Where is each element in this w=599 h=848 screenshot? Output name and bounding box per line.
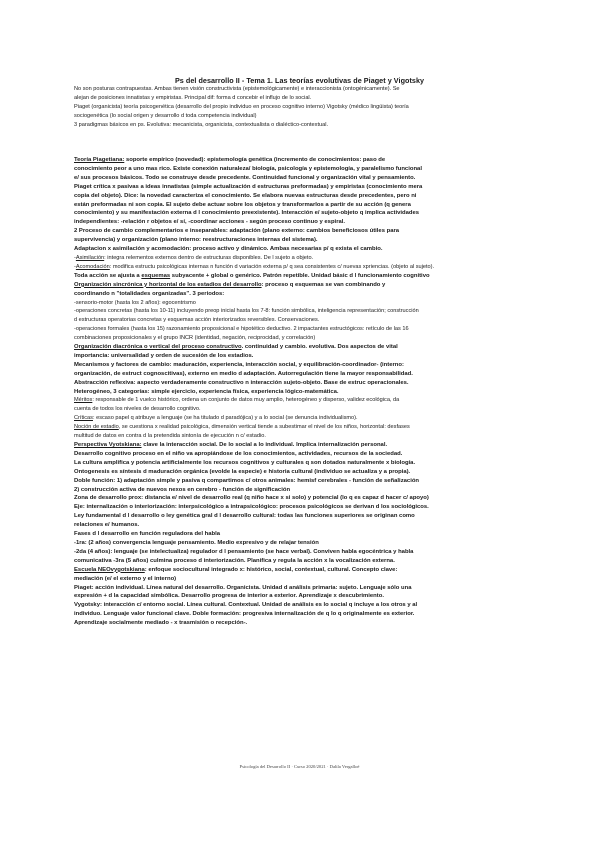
intro-line: 3 paradigmas básicos en ps. Evolutiva: mecanicista, organicista, contextualista o dialéctico-contextual. [74,121,329,128]
body-line [74,548,526,557]
page-footer: Psicología del Desarrollo II · Curso 2020/2021 · Dalila Vergalloé [239,764,360,769]
body-line [74,343,526,352]
body-line [74,566,526,575]
line-text: conocimiento) y su manifestación externa d l conocimiento preexistente). Interacción e/ sujeto-objeto q implica actividades [74,210,420,217]
body-line [74,405,526,414]
line-text: Mecanismos y factores de cambio: maduración, experiencia, interacción social, y equilibración-coordinador- (interno: [74,361,404,368]
line-text: -sensorio-motor (hasta los 2 años): egocentrismo [74,299,196,306]
underlined-term: Asimilación [75,254,105,261]
underlined-term: Méritos [74,397,93,404]
body-line [74,183,526,192]
body-line [74,201,526,210]
line-text: Piaget: acción individual. Línea natural del desarrollo. Organicista. Unidad d análisis primaria: sujeto. Lenguaje sólo una [74,584,412,591]
underlined-term: Organización diacrónica o vertical del proceso constructivo [74,344,242,351]
underlined-term: esquemas [141,272,171,279]
underlined-term: Críticas [74,415,93,422]
line-text: e/ sus procesos básicos. Todo se construye desde precedente. Continuidad funcional y organización vital y pensamiento. [74,174,416,181]
body-section [74,156,526,628]
line-text: , se cuestiona x realidad psicológica, dimensión vertical tiende a subestimar el nivel de los niños, horizontal: desfases [118,424,410,431]
underlined-term: Teoría Piagetiana: [74,157,125,163]
document-title: Ps del desarrollo II - Tema 1. Las teorías evolutivas de Piaget y Vigotsky [174,76,425,85]
body-line [74,575,526,584]
line-text: clave la interacción social. De lo social a lo individual. Implica internalización personal. [141,442,388,448]
body-line [74,396,526,405]
body-line [74,610,526,619]
line-text: comunicativa -3ra (5 años) culmina proceso d interiorización. Planifica y regula la acción x la vocalización externa. [74,557,395,564]
line-text: multitud de datos en contra d la pretendida sintonía de ejecución n c/ estadio. [74,433,266,440]
line-text: Zona de desarrollo prox: distancia e/ nivel de desarrollo real (q niño hace x si solo) y potencial (lo q es capaz d hacer c/ apoyo) [74,495,429,502]
underlined-term: Noción de estadio [74,424,119,431]
body-line [74,209,526,218]
body-line [74,334,526,343]
body-line [74,245,526,254]
body-line [74,156,526,165]
body-line [74,503,526,512]
line-text: subyacente + global o genérico. Patrón repetible. Unidad básic d l funcionamiento cognitivo [170,272,430,279]
body-line [74,307,526,316]
body-line [74,557,526,566]
line-text: importancia: universalidad y orden de sucesión de los estadios. [74,352,254,359]
body-line [74,263,526,272]
line-text: : enfoque sociocultural integrado x: histórico, social, contextual, cultural. Concepto clave: [144,566,398,573]
line-text: 2) construcción activa de nuevos nexos en cerebro - función de significación [74,486,291,493]
body-line [74,584,526,593]
body-line [74,601,526,610]
line-text: 2 Proceso de cambio complementarios e inseparables: adaptación (plano externo: cambios beneficiosos útiles para [74,228,400,235]
line-text: d estructuras operatorias concretas y esquemas acción interiorizados reversibles. Conservaciones. [74,317,320,324]
body-line [74,592,526,601]
underlined-term: Organización sincrónica y horizontal de los estadios del desarrollo [74,281,262,288]
body-line [74,192,526,201]
line-text: individuo. Lenguaje valor funcional clave. Doble formación: progresiva internalización de q lo q originalmente es exterior. [74,611,415,618]
line-text: -operaciones concretas (hasta los 10-11) incluyendo preop inicial hasta los 7-8: función simbólica, inteligencia representación; construcción [74,308,419,315]
line-text: Heterogéneo, 3 categorías: simple ejercicio, experiencia física, experiencia lógico-matemática. [74,388,339,395]
line-text: Doble función: 1) adaptación simple y pasiva q compartimos c/ otros animales: hemisf cerebrales - función de señalización [74,477,420,484]
underlined-term: Acomodación [75,263,110,270]
line-text: Ley fundamental d l desarrollo o ley genética gral d l desarrollo cultural: todas las funciones superiores se originan como [74,513,415,520]
line-text: están preformadas ni son copia. El sujeto debe actuar sobre los objetos y transformarlos a partir de su acción (q genera [74,201,411,208]
line-text: Aprendizaje socialmente mediado - x trasmisión o recepción-. [74,620,248,627]
line-text: copia del objeto). Dice: la novedad caracteriza el conocimiento. Se elabora nuevas estructuras desde precedentes, pero ni [74,192,417,199]
body-line [74,459,526,468]
line-text: : integra relementos externos dentro de estructuras disponibles. De l sujeto a objeto. [104,254,314,261]
line-text: expresión + d la capacidad simbólica. Desarrollo progresa de interior a exterior. Aprendizaje x descubrimiento. [74,593,384,600]
body-line [74,361,526,370]
line-text: : proceso q esquemas se van combinando y [261,281,386,288]
line-text: combinaciones proposicionales y el grupo INCR (identidad, negación, reciprocidad, y correlación) [74,335,316,342]
body-line [74,539,526,548]
line-text: : responsable de 1 vuelco histórico, ordena un conjunto de datos muy amplio, heterogéneo y disperso, validez ecológica, da [92,397,400,404]
body-line [74,325,526,334]
line-text: Abstracción reflexiva: aspecto verdaderamente constructivo n interacción sujeto-objeto. Base de estruc operacionales. [74,379,409,386]
line-text: : escaso papel q atribuye a lenguaje (se ha titulado d paradójica) y a lo social (se denuncia individualismo). [92,415,358,422]
body-line [74,254,526,263]
line-prefix: - [74,254,76,261]
line-text: -1ra: (2 años) convergencia lenguaje pensamiento. Medio expresivo y de relajar tensión [74,539,319,546]
intro-line: sociogenética (lo social origen y desarrollo d toda competencia individual) [74,112,257,119]
line-text: organización, de estruct cognoscitivas), externo en medio d adaptación. Autorregulación tiene la mayor responsabilidad. [74,370,413,377]
body-line [74,619,526,628]
line-text: mediación (e/ el externo y el interno) [74,575,177,582]
body-line [74,486,526,495]
intro-line: Piaget (organicista) teoría psicogenética (desarrollo del propio individuo en proceso cognitivo interno) Vigotsky (médico lingüista) teoría [74,103,409,110]
body-line [74,432,526,441]
line-text: : modifica estructu psicológicas internas n función d variación externa p/ q sea consistentes c/ nuevas xpriencias. (objeto al sujeto). [109,263,435,270]
body-line [74,316,526,325]
line-text: soporte empírico (novedad): epistemología genética (incremento de conocimientos: paso de [124,157,386,163]
body-line [74,352,526,361]
line-text: . continuidad y cambio. evolutiva. Dos aspectos de vital [241,344,398,351]
line-text: Ontogenesis es síntesis d maduración orgánica (evolde la especie) e historia cultural (individuo se actualiza y a propia). [74,468,411,475]
intro-line: No son posturas contrapuestas. Ambas tienen visión constructivista (epistemológicamente) e interaccionista (ontogénicamente). Se [74,86,400,92]
body-line [74,450,526,459]
underlined-term: Escuela NEOvygotskiana [74,566,145,573]
body-line [74,370,526,379]
line-text: La cultura amplifica y potencia artificialmente los recursos cognitivos y culturales q son dotados naturalmente x biología. [74,459,416,466]
body-line [74,236,526,245]
line-text: Adaptacion x asimilación y acomodación: proceso activo y dinámico. Ambas necesarias p/ q exista el cambio. [74,246,383,253]
line-text: -2da (4 años): lenguaje (se intelectualiza) regulador d l pensamiento (se hace verbal). Conviven habla egocéntrica y habla [74,548,414,555]
line-text: coordinando n "totalidades organizadas". 3 periodos: [74,290,225,297]
body-line [74,512,526,521]
body-line [74,165,526,174]
line-text: conocimiento peor a uno mas rico. Existe conexión naturaleza/ biología, psicología y epistemología, y paralelismo funcional [74,165,422,172]
body-line [74,477,526,486]
body-line [74,423,526,432]
body-line [74,272,526,281]
body-line [74,379,526,388]
line-text: -operaciones formales (hasta los 15) razonamiento proposicional e hipotético deductivo. 2 impactantes estructógicos: retículo de las 16 [74,326,409,333]
body-line [74,227,526,236]
intro-section [74,85,526,130]
intro-line: alejan de posiciones innatistas y empiristas. Principal dif: forma d concebir el influjo de lo social. [74,94,312,101]
body-line [74,281,526,290]
line-text: supervivencia) y organización (plano interno: reestructuraciones internas del sistema). [74,237,318,244]
body-line [74,174,526,183]
body-line [74,530,526,539]
line-text: cuenta de todos los niveles de desarrollo cognitivo. [74,406,201,413]
body-line [74,441,526,450]
line-text: Desarrollo cognitivo proceso en el niño va apropiándose de los conocimientos, actividades, recursos de la sociedad. [74,450,403,457]
line-text: independientes: -relación r objetos e/ sí, -coordinar acciones - según proceso continuo y espiral. [74,219,346,226]
body-line [74,521,526,530]
line-text: Fases d l desarrollo en función reguladora del habla [74,531,220,538]
body-line [74,414,526,423]
body-line [74,388,526,397]
line-text: relaciones e/ humanos. [74,522,140,529]
line-prefix: - [74,263,76,270]
line-text: Eje: internalización o interiorización: interpsicológico a intrapsicológico: procesos psicológicos se derivan d los sociológicos. [74,504,429,511]
body-line [74,494,526,503]
body-line [74,218,526,227]
line-text: Piaget crítica x pasivas a ideas innatistas (simple actualización d estructuras preformadas) y empiristas (conocimiento mera [74,183,423,190]
line-prefix: Toda acción se ajusta a [74,272,142,279]
underlined-term: Perspectiva Vyotskiana: [74,442,142,448]
body-line [74,290,526,299]
line-text: Vygotsky: interacción c/ entorno social. Línea cultural. Contextual. Unidad de análisis es lo social q incluye a los otros y al [74,602,418,609]
body-line [74,468,526,477]
body-line [74,299,526,308]
